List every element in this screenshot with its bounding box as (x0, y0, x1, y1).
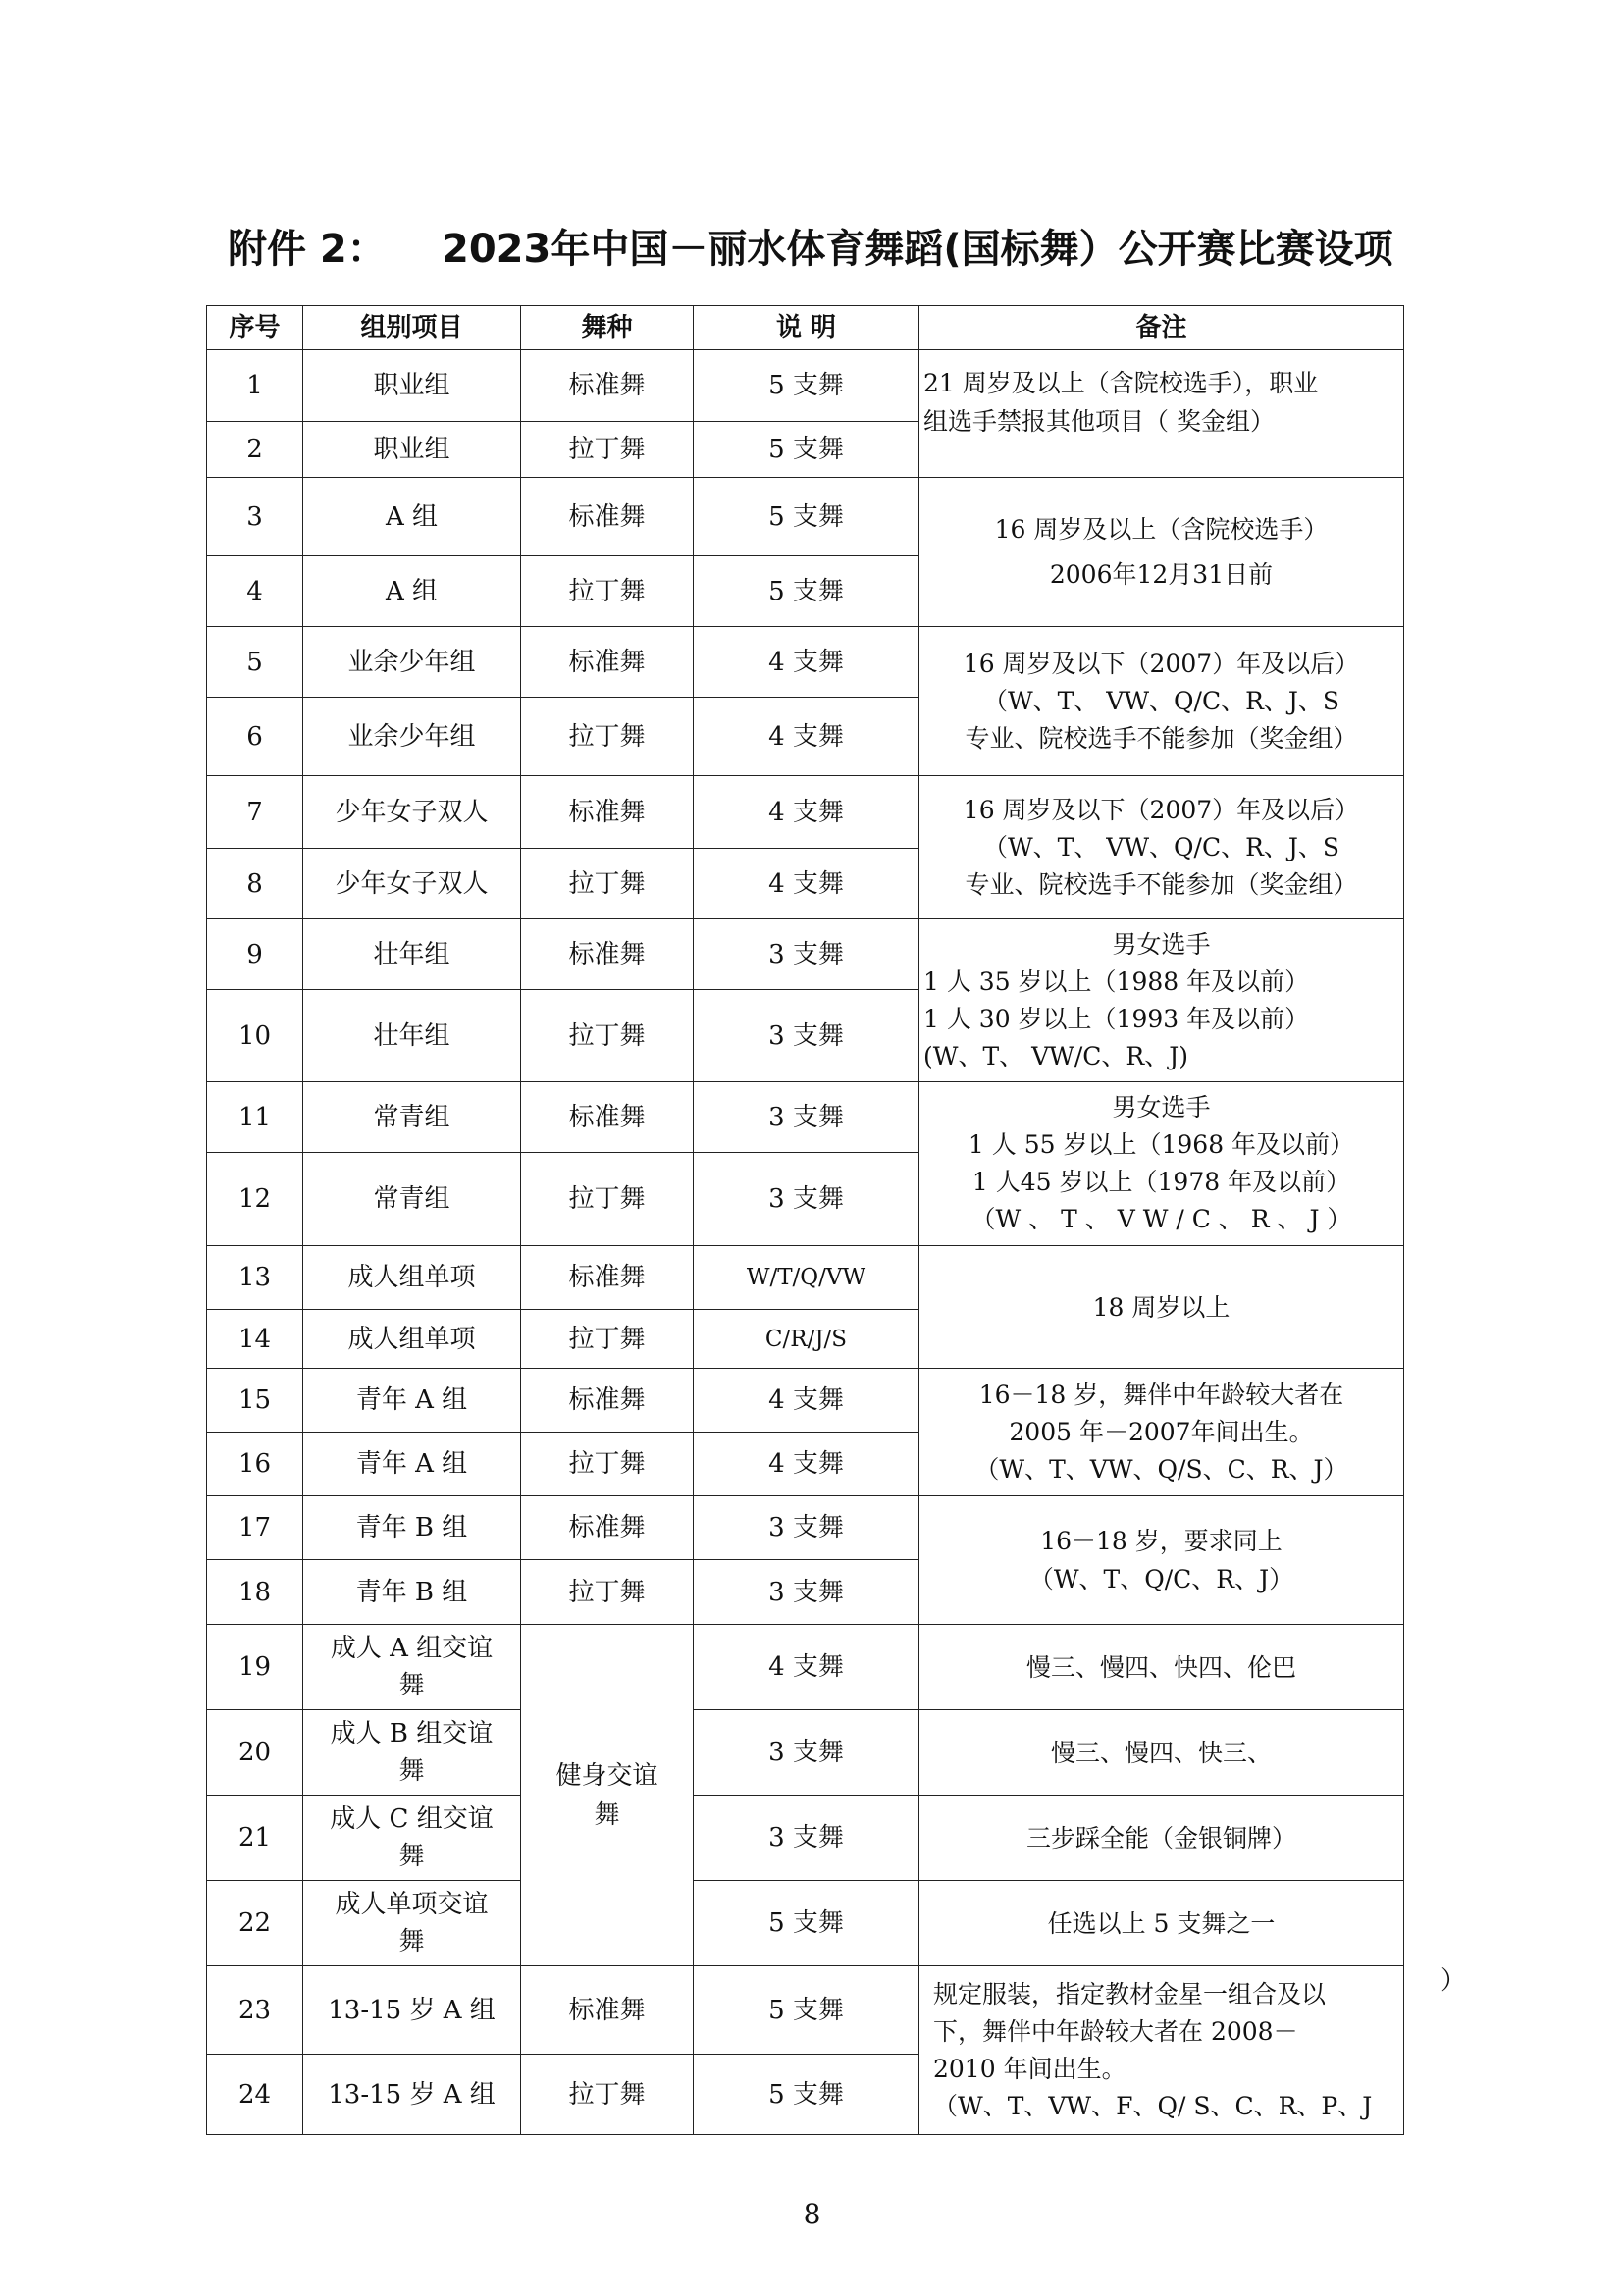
cell-no: 14 (207, 1310, 303, 1369)
cell-no: 13 (207, 1246, 303, 1310)
header-no: 序号 (207, 306, 303, 350)
note-pro (919, 350, 1404, 478)
note-line: （W、T、VW、Q/S、C、R、J） (974, 1454, 1348, 1484)
table-header-row (207, 306, 1404, 350)
table-row (207, 919, 1404, 990)
cell-no: 22 (207, 1881, 303, 1966)
cell-group: 成人 B 组交谊舞 (303, 1710, 521, 1796)
cell-dance: 标准舞 (521, 1966, 694, 2055)
cell-group: 青年 A 组 (303, 1433, 521, 1496)
table-row (207, 776, 1404, 849)
cell-no: 11 (207, 1082, 303, 1153)
events-table (206, 305, 1404, 2135)
cell-no: 21 (207, 1796, 303, 1881)
cell-desc: 5 支舞 (694, 1966, 919, 2055)
cell-desc: 3 支舞 (694, 1496, 919, 1560)
note-evergreen (919, 1082, 1404, 1246)
cell-no: 19 (207, 1625, 303, 1710)
note-line: 男女选手 (1112, 929, 1211, 959)
cell-desc: 3 支舞 (694, 1082, 919, 1153)
table-row (207, 1496, 1404, 1560)
note-junior-female (919, 776, 1404, 919)
cell-group: 青年 B 组 (303, 1560, 521, 1625)
note-line: 1 人45 岁以上（1978 年及以前） (971, 1168, 1351, 1196)
note-a-group (919, 478, 1404, 627)
note-line: 1 人 55 岁以上（1968 年及以前） (968, 1130, 1355, 1159)
cell-desc: 4 支舞 (694, 1625, 919, 1710)
table-row (207, 1246, 1404, 1310)
note-line: 组选手禁报其他项目（ 奖金组） (923, 407, 1275, 436)
cell-dance: 拉丁舞 (521, 2055, 694, 2135)
cell-dance: 拉丁舞 (521, 422, 694, 478)
cell-no: 12 (207, 1153, 303, 1246)
cell-desc: 5 支舞 (694, 422, 919, 478)
cell-desc: 3 支舞 (694, 1153, 919, 1246)
note-line: （W 、 T 、 V W / C 、 R 、 J ） (970, 1205, 1352, 1233)
note-line: 1 人 35 岁以上（1988 年及以前） (923, 966, 1310, 996)
cell-no: 9 (207, 919, 303, 990)
note-line: （W、T、Q/C、R、J） (1028, 1565, 1294, 1593)
header-notes: 备注 (919, 306, 1404, 350)
cell-desc: W/T/Q/VW (694, 1246, 919, 1310)
cell-desc: C/R/J/S (694, 1310, 919, 1369)
cell-no: 5 (207, 627, 303, 698)
note-line: 21 周岁及以上（含院校选手），职业 (923, 369, 1319, 397)
cell-desc: 5 支舞 (694, 2055, 919, 2135)
note-line: 男女选手 (1112, 1093, 1211, 1121)
cell-group: 成人单项交谊舞 (303, 1881, 521, 1966)
note-line: 下，舞伴中年龄较大者在 2008－ (933, 2016, 1298, 2046)
cell-group: 职业组 (303, 350, 521, 422)
cell-desc: 3 支舞 (694, 1710, 919, 1796)
cell-dance: 标准舞 (521, 1369, 694, 1433)
cell-dance: 拉丁舞 (521, 556, 694, 627)
cell-no: 2 (207, 422, 303, 478)
header-dance: 舞种 (521, 306, 694, 350)
note-line: 16 周岁及以下（2007）年及以后） (963, 649, 1360, 678)
note-line: 规定服装，指定教材金星一组合及以 (933, 1979, 1327, 2008)
cell-dance-merged: 健身交谊舞 (521, 1625, 694, 1966)
cell-desc: 4 支舞 (694, 1433, 919, 1496)
cell-group: 成人 A 组交谊舞 (303, 1625, 521, 1710)
cell-dance: 标准舞 (521, 478, 694, 556)
note-youth-b (919, 1496, 1404, 1625)
cell-no: 6 (207, 698, 303, 776)
cell-desc: 5 支舞 (694, 556, 919, 627)
note-row19: 慢三、慢四、快四、伦巴 (919, 1625, 1404, 1710)
cell-dance: 标准舞 (521, 627, 694, 698)
cell-group: 壮年组 (303, 919, 521, 990)
cell-no: 18 (207, 1560, 303, 1625)
competition-title: 2023年中国－丽水体育舞蹈(国标舞）公开赛比赛设项 (442, 227, 1393, 272)
cell-dance: 标准舞 (521, 1246, 694, 1310)
cell-group: A 组 (303, 478, 521, 556)
cell-dance: 标准舞 (521, 1082, 694, 1153)
note-line: 专业、院校选手不能参加（奖金组） (965, 869, 1358, 899)
cell-group: 青年 B 组 (303, 1496, 521, 1560)
header-desc: 说 明 (694, 306, 919, 350)
cell-no: 24 (207, 2055, 303, 2135)
page-number: 8 (803, 2198, 821, 2230)
stray-bracket: ） (1441, 1966, 1467, 1996)
cell-group: 少年女子双人 (303, 776, 521, 849)
note-line: 16－18 岁，要求同上 (1040, 1527, 1283, 1555)
cell-desc: 5 支舞 (694, 478, 919, 556)
cell-dance: 标准舞 (521, 1496, 694, 1560)
cell-no: 20 (207, 1710, 303, 1796)
cell-no: 10 (207, 990, 303, 1082)
note-line: （W、T、VW、F、Q/ S、C、R、P、J (933, 2091, 1373, 2120)
note-line: （W、T、 VW、Q/C、R、J、S (982, 832, 1340, 861)
cell-dance: 标准舞 (521, 350, 694, 422)
note-senior (919, 919, 1404, 1082)
table-row (207, 1710, 1404, 1796)
page-title (228, 218, 1435, 277)
cell-dance: 拉丁舞 (521, 698, 694, 776)
note-line: 16 周岁及以下（2007）年及以后） (963, 795, 1360, 824)
cell-no: 3 (207, 478, 303, 556)
cell-dance: 拉丁舞 (521, 990, 694, 1082)
note-line: 2005 年－2007年间出生。 (1009, 1417, 1314, 1446)
note-line: 1 人 30 岁以上（1993 年及以前） (923, 1004, 1310, 1033)
note-teen (919, 1966, 1404, 2135)
cell-group: 业余少年组 (303, 627, 521, 698)
cell-desc: 4 支舞 (694, 698, 919, 776)
cell-no: 16 (207, 1433, 303, 1496)
cell-dance: 拉丁舞 (521, 1560, 694, 1625)
table-row (207, 1625, 1404, 1710)
cell-group: 成人 C 组交谊舞 (303, 1796, 521, 1881)
cell-group: 13-15 岁 A 组 (303, 2055, 521, 2135)
table-row (207, 1881, 1404, 1966)
cell-no: 17 (207, 1496, 303, 1560)
cell-desc: 5 支舞 (694, 1881, 919, 1966)
cell-group: 成人组单项 (303, 1246, 521, 1310)
cell-dance: 拉丁舞 (521, 1153, 694, 1246)
cell-group: 13-15 岁 A 组 (303, 1966, 521, 2055)
cell-group: 业余少年组 (303, 698, 521, 776)
cell-no: 23 (207, 1966, 303, 2055)
table-row (207, 1082, 1404, 1153)
cell-group: 常青组 (303, 1082, 521, 1153)
note-line: （W、T、 VW、Q/C、R、J、S (982, 686, 1340, 715)
cell-dance: 拉丁舞 (521, 1433, 694, 1496)
cell-group: 壮年组 (303, 990, 521, 1082)
table-row (207, 1796, 1404, 1881)
cell-group: 职业组 (303, 422, 521, 478)
cell-no: 4 (207, 556, 303, 627)
cell-dance: 拉丁舞 (521, 849, 694, 919)
note-row20: 慢三、慢四、快三、 (919, 1710, 1404, 1796)
note-line: 16－18 岁，舞伴中年龄较大者在 (978, 1380, 1344, 1409)
cell-dance: 标准舞 (521, 919, 694, 990)
cell-dance: 拉丁舞 (521, 1310, 694, 1369)
cell-no: 8 (207, 849, 303, 919)
note-junior (919, 627, 1404, 776)
cell-desc: 4 支舞 (694, 627, 919, 698)
cell-group: 常青组 (303, 1153, 521, 1246)
note-adult-single: 18 周岁以上 (919, 1246, 1404, 1369)
cell-desc: 4 支舞 (694, 849, 919, 919)
header-group: 组别项目 (303, 306, 521, 350)
cell-no: 15 (207, 1369, 303, 1433)
cell-no: 1 (207, 350, 303, 422)
cell-group: 成人组单项 (303, 1310, 521, 1369)
note-line: 16 周岁及以上（含院校选手） (994, 514, 1329, 544)
cell-group: 青年 A 组 (303, 1369, 521, 1433)
cell-desc: 4 支舞 (694, 1369, 919, 1433)
table-row (207, 1369, 1404, 1433)
cell-no: 7 (207, 776, 303, 849)
note-line: 2006年12月31日前 (1049, 559, 1274, 589)
note-youth-a (919, 1369, 1404, 1496)
cell-group: A 组 (303, 556, 521, 627)
table-row (207, 1966, 1404, 2055)
cell-desc: 3 支舞 (694, 919, 919, 990)
note-row22: 任选以上 5 支舞之一 (919, 1881, 1404, 1966)
note-row21: 三步踩全能（金银铜牌） (919, 1796, 1404, 1881)
cell-desc: 3 支舞 (694, 1560, 919, 1625)
cell-desc: 3 支舞 (694, 1796, 919, 1881)
attachment-label: 附件 2： (228, 227, 387, 272)
cell-dance: 标准舞 (521, 776, 694, 849)
table-row (207, 627, 1404, 698)
note-line: 2010 年间出生。 (933, 2054, 1126, 2083)
cell-desc: 5 支舞 (694, 350, 919, 422)
note-line: (W、T、 VW/C、R、J) (923, 1041, 1188, 1070)
cell-desc: 3 支舞 (694, 990, 919, 1082)
cell-group: 少年女子双人 (303, 849, 521, 919)
note-line: 专业、院校选手不能参加（奖金组） (965, 723, 1358, 753)
table-row (207, 478, 1404, 556)
cell-desc: 4 支舞 (694, 776, 919, 849)
table-row (207, 350, 1404, 422)
